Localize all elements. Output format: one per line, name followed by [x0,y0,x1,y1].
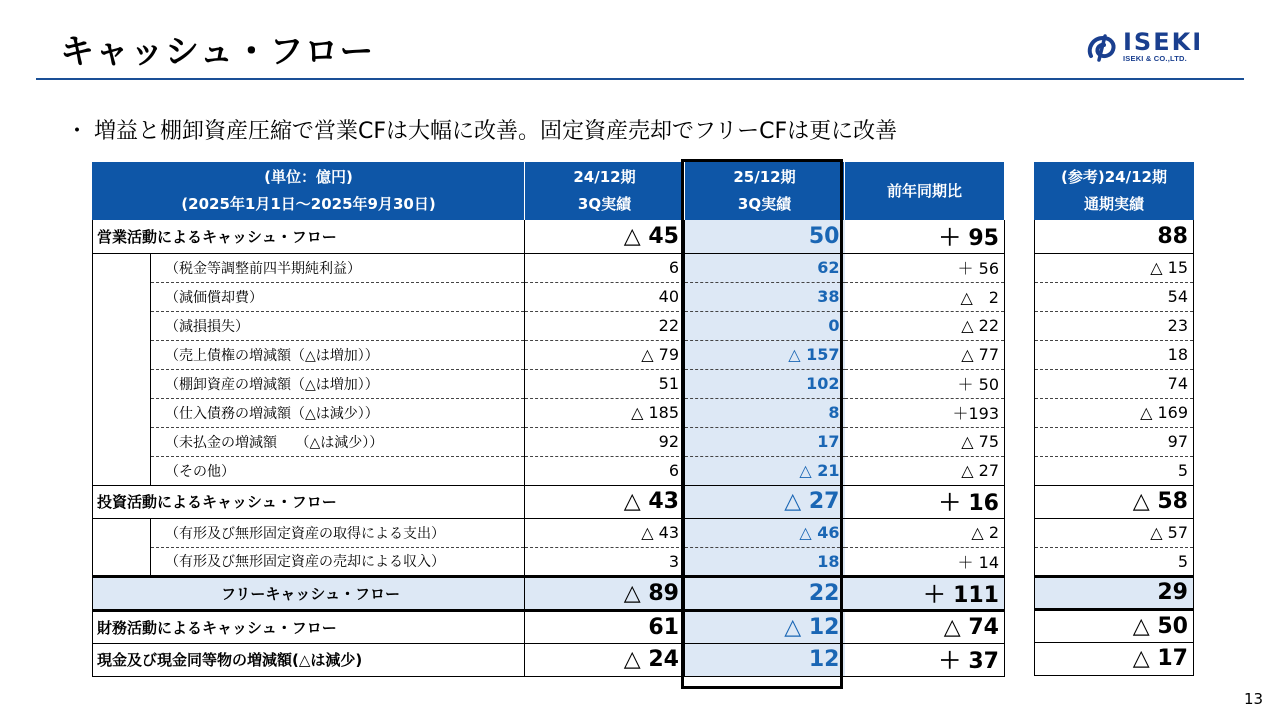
indent-cell [93,456,151,485]
table-row [93,427,1005,456]
curr-value: △ 21 [685,456,845,485]
yoy-value: △ 75 [845,427,1005,456]
header-ref-line1: (参考)24/12期 [1061,168,1167,186]
table-row [93,340,1005,369]
curr-value: 18 [685,547,845,576]
curr-value: 17 [685,427,845,456]
row-label: （棚卸資産の増減額（△は増加）） [151,369,525,398]
header-curr-line1: 25/12期 [733,168,796,186]
prev-value: △ 185 [525,398,685,427]
prev-value: △ 24 [525,643,685,676]
curr-value: 38 [685,282,845,311]
row-label: （減価償却費） [151,282,525,311]
ref-free-row [1035,576,1194,609]
row-label: 営業活動によるキャッシュ・フロー [93,220,525,253]
net-change-row [93,643,1005,676]
table-row [1035,282,1194,311]
ref-header-row [1035,162,1194,220]
row-label: 現金及び現金同等物の増減額(△は減少) [93,643,525,676]
header-ref-line2: 通期実績 [1083,195,1144,213]
table-row [1035,340,1194,369]
indent-cell [93,547,151,576]
ref-value: 74 [1035,369,1194,398]
table-row [1035,427,1194,456]
indent-cell [93,427,151,456]
ref-value: 23 [1035,311,1194,340]
ref-value: 97 [1035,427,1194,456]
indent-cell [93,398,151,427]
yoy-value: ＋ 95 [845,220,1005,253]
operating-cf-row [93,220,1005,253]
indent-cell [93,282,151,311]
prev-value: 3 [525,547,685,576]
yoy-value: ＋ 56 [845,253,1005,282]
cashflow-table [92,162,1005,677]
curr-value: 102 [685,369,845,398]
yoy-value: △ 74 [845,610,1005,643]
curr-value: 12 [685,643,845,676]
header-prev-line2: 3Q実績 [577,195,632,213]
header-unit: (単位：億円) [264,168,353,186]
free-cf-row [93,576,1005,610]
yoy-value: ＋ 50 [845,369,1005,398]
prev-value: 6 [525,253,685,282]
row-label: （有形及び無形固定資産の取得による支出） [151,518,525,547]
header-period: (2025年1月1日～2025年9月30日) [181,195,436,213]
row-label: （その他） [151,456,525,485]
reference-table [1034,162,1194,676]
table-row [93,398,1005,427]
curr-value: 22 [685,576,845,610]
yoy-value: △ 22 [845,311,1005,340]
yoy-value: ＋ 14 [845,547,1005,576]
prev-value: 51 [525,369,685,398]
table-row [93,282,1005,311]
ref-value: △ 57 [1035,518,1194,547]
indent-cell [93,340,151,369]
ref-value: △ 15 [1035,253,1194,282]
table-row [93,518,1005,547]
prev-value: △ 89 [525,576,685,610]
iseki-logo-icon [1085,30,1119,64]
ref-net-change-row [1035,642,1194,675]
ref-operating-row [1035,220,1194,253]
yoy-value: ＋ 16 [845,485,1005,518]
yoy-value: ＋193 [845,398,1005,427]
financing-cf-row [93,610,1005,643]
prev-value: 61 [525,610,685,643]
header-prev-line1: 24/12期 [573,168,636,186]
table-row [93,456,1005,485]
header-prev-3q [525,162,685,220]
page-number: 13 [1244,690,1264,708]
ref-value: 5 [1035,547,1194,576]
indent-cell [93,518,151,547]
curr-value: 62 [685,253,845,282]
indent-cell [93,311,151,340]
yoy-value: ＋ 37 [845,643,1005,676]
ref-value: 88 [1035,220,1194,253]
curr-value: △ 46 [685,518,845,547]
curr-value: △ 27 [685,485,845,518]
page-title: キャッシュ・フロー [60,32,375,72]
prev-value: 6 [525,456,685,485]
ref-value: 29 [1035,576,1194,609]
bullet-mark: ・ [66,119,89,144]
indent-cell [93,369,151,398]
prev-value: △ 43 [525,485,685,518]
curr-value: 50 [685,220,845,253]
ref-investing-row [1035,485,1194,518]
header-ref-full-year [1035,162,1194,220]
curr-value: △ 12 [685,610,845,643]
yoy-value: △ 77 [845,340,1005,369]
table-row [93,369,1005,398]
indent-cell [93,253,151,282]
summary-text: 増益と棚卸資産圧縮で営業CFは大幅に改善。固定資産売却でフリーCFは更に改善 [94,119,898,144]
table-row [1035,311,1194,340]
curr-value: 8 [685,398,845,427]
yoy-value: ＋ 111 [845,576,1005,610]
row-label: （売上債権の増減額（△は増加）） [151,340,525,369]
table-row [93,311,1005,340]
row-label: （有形及び無形固定資産の売却による収入） [151,547,525,576]
ref-value: △ 169 [1035,398,1194,427]
prev-value: △ 45 [525,220,685,253]
table-row [1035,518,1194,547]
logo-subtitle: ISEKI & CO.,LTD. [1123,54,1187,63]
row-label: 財務活動によるキャッシュ・フロー [93,610,525,643]
header-unit-cell [93,162,525,220]
ref-value: 18 [1035,340,1194,369]
investing-cf-row [93,485,1005,518]
prev-value: 92 [525,427,685,456]
header-curr-3q [685,162,845,220]
prev-value: 22 [525,311,685,340]
row-label: 投資活動によるキャッシュ・フロー [93,485,525,518]
table-row [1035,398,1194,427]
row-label: （税金等調整前四半期純利益） [151,253,525,282]
prev-value: △ 43 [525,518,685,547]
table-row [1035,369,1194,398]
company-logo [1085,28,1225,66]
header-yoy: 前年同期比 [845,162,1005,220]
table-row [1035,253,1194,282]
ref-value: 54 [1035,282,1194,311]
table-row [93,547,1005,576]
table-row [93,253,1005,282]
summary-bullet [66,114,897,145]
table-row [1035,456,1194,485]
yoy-value: △ 27 [845,456,1005,485]
prev-value: 40 [525,282,685,311]
ref-value: △ 50 [1035,609,1194,642]
curr-value: △ 157 [685,340,845,369]
yoy-value: △ 2 [845,518,1005,547]
logo-name: ISEKI [1123,28,1204,56]
ref-value: △ 58 [1035,485,1194,518]
yoy-value: △ 2 [845,282,1005,311]
row-label: フリーキャッシュ・フロー [93,576,525,610]
ref-financing-row [1035,609,1194,642]
header-curr-line2: 3Q実績 [737,195,792,213]
row-label: （減損損失） [151,311,525,340]
ref-value: △ 17 [1035,642,1194,675]
title-divider [36,78,1244,80]
prev-value: △ 79 [525,340,685,369]
curr-value: 0 [685,311,845,340]
ref-value: 5 [1035,456,1194,485]
table-row [1035,547,1194,576]
row-label: （仕入債務の増減額（△は減少）） [151,398,525,427]
row-label: （未払金の増減額 （△は減少）） [151,427,525,456]
table-header-row [93,162,1005,220]
